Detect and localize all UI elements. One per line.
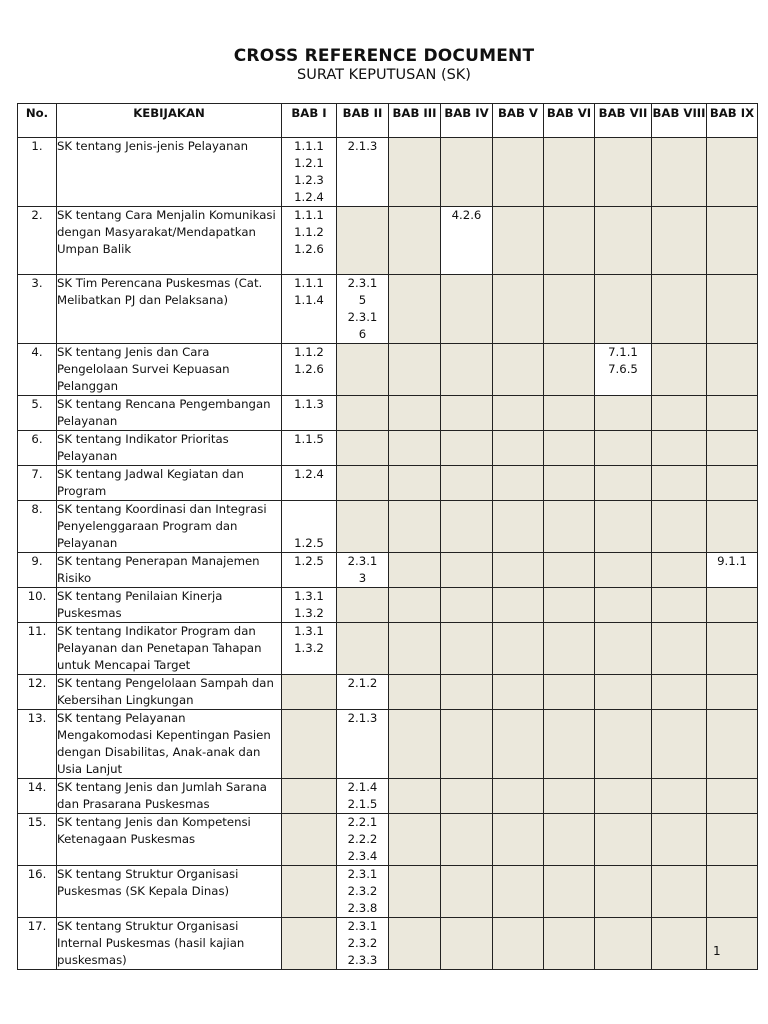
bab-v-cell bbox=[493, 501, 544, 553]
bab-vii-cell bbox=[595, 431, 652, 466]
bab-vii-cell bbox=[595, 466, 652, 501]
bab-viii-cell bbox=[652, 675, 707, 710]
row-number: 14. bbox=[18, 779, 57, 814]
bab-v-cell bbox=[493, 588, 544, 623]
header-bab-iv: BAB IV bbox=[441, 104, 493, 138]
bab-v-cell bbox=[493, 866, 544, 918]
bab-ix-cell bbox=[707, 466, 758, 501]
bab-v-cell bbox=[493, 138, 544, 207]
table-row bbox=[18, 710, 758, 779]
bab-vii-cell bbox=[595, 588, 652, 623]
kebijakan-cell: SK tentang Indikator Prioritas Pelayanan bbox=[57, 431, 282, 466]
bab-v-cell bbox=[493, 396, 544, 431]
kebijakan-cell: SK tentang Jadwal Kegiatan dan Program bbox=[57, 466, 282, 501]
bab-v-cell bbox=[493, 779, 544, 814]
bab-v-cell bbox=[493, 918, 544, 970]
bab-ix-cell bbox=[707, 866, 758, 918]
bab-ix-cell bbox=[707, 588, 758, 623]
kebijakan-cell: SK tentang Pelayanan Mengakomodasi Kepentingan Pasien dengan Disabilitas, Anak-anak dan Usia Lanjut bbox=[57, 710, 282, 779]
kebijakan-cell: SK tentang Indikator Program dan Pelayanan dan Penetapan Tahapan untuk Mencapai Target bbox=[57, 623, 282, 675]
bab-ii-cell bbox=[337, 588, 389, 623]
kebijakan-cell: SK tentang Penerapan Manajemen Risiko bbox=[57, 553, 282, 588]
bab-iii-cell bbox=[389, 553, 441, 588]
bab-i-cell: 1.1.1 1.1.2 1.2.6 bbox=[282, 207, 337, 275]
bab-ix-cell bbox=[707, 396, 758, 431]
table-row bbox=[18, 553, 758, 588]
bab-i-cell bbox=[282, 866, 337, 918]
bab-iv-cell bbox=[441, 466, 493, 501]
bab-vii-cell bbox=[595, 779, 652, 814]
bab-iv-cell bbox=[441, 275, 493, 344]
bab-ii-cell: 2.3.1 3 bbox=[337, 553, 389, 588]
bab-viii-cell bbox=[652, 501, 707, 553]
bab-vii-cell bbox=[595, 396, 652, 431]
bab-ix-cell bbox=[707, 207, 758, 275]
kebijakan-cell: SK tentang Struktur Organisasi Internal Puskesmas (hasil kajian puskesmas) bbox=[57, 918, 282, 970]
header-bab-i: BAB I bbox=[282, 104, 337, 138]
page-number: 1 bbox=[713, 944, 721, 958]
bab-vii-cell bbox=[595, 675, 652, 710]
document-title: CROSS REFERENCE DOCUMENT bbox=[233, 46, 535, 66]
bab-iv-cell bbox=[441, 866, 493, 918]
row-number: 6. bbox=[18, 431, 57, 466]
header-bab-v: BAB V bbox=[493, 104, 544, 138]
bab-iii-cell bbox=[389, 623, 441, 675]
kebijakan-cell: SK tentang Jenis dan Cara Pengelolaan Survei Kepuasan Pelanggan bbox=[57, 344, 282, 396]
bab-iii-cell bbox=[389, 866, 441, 918]
row-number: 1. bbox=[18, 138, 57, 207]
bab-v-cell bbox=[493, 814, 544, 866]
bab-vi-cell bbox=[544, 553, 595, 588]
row-number: 3. bbox=[18, 275, 57, 344]
bab-i-cell: 1.1.1 1.2.1 1.2.3 1.2.4 bbox=[282, 138, 337, 207]
bab-vi-cell bbox=[544, 501, 595, 553]
bab-vi-cell bbox=[544, 866, 595, 918]
table-row bbox=[18, 431, 758, 466]
table-row bbox=[18, 138, 758, 207]
bab-vi-cell bbox=[544, 814, 595, 866]
bab-vii-cell bbox=[595, 501, 652, 553]
bab-v-cell bbox=[493, 207, 544, 275]
bab-vi-cell bbox=[544, 138, 595, 207]
header-kebijakan: KEBIJAKAN bbox=[57, 104, 282, 138]
kebijakan-cell: SK tentang Jenis dan Kompetensi Ketenagaan Puskesmas bbox=[57, 814, 282, 866]
bab-ii-cell: 2.3.1 2.3.2 2.3.8 bbox=[337, 866, 389, 918]
bab-iv-cell bbox=[441, 814, 493, 866]
bab-iii-cell bbox=[389, 779, 441, 814]
row-number: 12. bbox=[18, 675, 57, 710]
bab-i-cell: 1.1.5 bbox=[282, 431, 337, 466]
bab-vii-cell bbox=[595, 814, 652, 866]
header-bab-iii: BAB III bbox=[389, 104, 441, 138]
bab-vi-cell bbox=[544, 275, 595, 344]
bab-iii-cell bbox=[389, 710, 441, 779]
bab-vii-cell bbox=[595, 866, 652, 918]
bab-i-cell: 1.2.5 bbox=[282, 553, 337, 588]
bab-viii-cell bbox=[652, 588, 707, 623]
bab-ix-cell bbox=[707, 675, 758, 710]
bab-ix-cell bbox=[707, 138, 758, 207]
table-row bbox=[18, 918, 758, 970]
bab-vi-cell bbox=[544, 466, 595, 501]
table-row bbox=[18, 814, 758, 866]
bab-vii-cell bbox=[595, 275, 652, 344]
row-number: 13. bbox=[18, 710, 57, 779]
table-body bbox=[18, 138, 758, 970]
kebijakan-cell: SK tentang Penilaian Kinerja Puskesmas bbox=[57, 588, 282, 623]
bab-i-cell: 1.3.1 1.3.2 bbox=[282, 588, 337, 623]
table-row bbox=[18, 779, 758, 814]
bab-vii-cell bbox=[595, 623, 652, 675]
table-row bbox=[18, 675, 758, 710]
bab-iv-cell bbox=[441, 710, 493, 779]
bab-vii-cell bbox=[595, 138, 652, 207]
bab-i-cell bbox=[282, 918, 337, 970]
bab-iii-cell bbox=[389, 675, 441, 710]
header-bab-vi: BAB VI bbox=[544, 104, 595, 138]
header-no: No. bbox=[18, 104, 57, 138]
bab-iii-cell bbox=[389, 814, 441, 866]
bab-i-cell bbox=[282, 814, 337, 866]
bab-iv-cell bbox=[441, 396, 493, 431]
row-number: 16. bbox=[18, 866, 57, 918]
bab-iii-cell bbox=[389, 466, 441, 501]
bab-vi-cell bbox=[544, 207, 595, 275]
bab-viii-cell bbox=[652, 866, 707, 918]
bab-i-cell: 1.3.1 1.3.2 bbox=[282, 623, 337, 675]
header-bab-vii: BAB VII bbox=[595, 104, 652, 138]
bab-ii-cell bbox=[337, 207, 389, 275]
bab-ix-cell bbox=[707, 501, 758, 553]
bab-ii-cell: 2.1.3 bbox=[337, 138, 389, 207]
bab-iii-cell bbox=[389, 396, 441, 431]
table-row bbox=[18, 866, 758, 918]
bab-v-cell bbox=[493, 344, 544, 396]
table-row bbox=[18, 466, 758, 501]
bab-iii-cell bbox=[389, 588, 441, 623]
bab-viii-cell bbox=[652, 344, 707, 396]
table-row bbox=[18, 623, 758, 675]
bab-viii-cell bbox=[652, 814, 707, 866]
bab-vii-cell bbox=[595, 207, 652, 275]
row-number: 5. bbox=[18, 396, 57, 431]
bab-iii-cell bbox=[389, 207, 441, 275]
document-subtitle: SURAT KEPUTUSAN (SK) bbox=[297, 67, 471, 83]
bab-ii-cell bbox=[337, 623, 389, 675]
bab-i-cell bbox=[282, 779, 337, 814]
bab-viii-cell bbox=[652, 138, 707, 207]
bab-iv-cell bbox=[441, 553, 493, 588]
bab-ix-cell bbox=[707, 623, 758, 675]
bab-i-cell: 1.2.4 bbox=[282, 466, 337, 501]
row-number: 2. bbox=[18, 207, 57, 275]
bab-vii-cell bbox=[595, 710, 652, 779]
bab-v-cell bbox=[493, 466, 544, 501]
bab-ix-cell bbox=[707, 779, 758, 814]
table-row bbox=[18, 588, 758, 623]
bab-iv-cell bbox=[441, 779, 493, 814]
bab-viii-cell bbox=[652, 431, 707, 466]
bab-vi-cell bbox=[544, 710, 595, 779]
bab-iii-cell bbox=[389, 501, 441, 553]
bab-v-cell bbox=[493, 431, 544, 466]
bab-i-cell: 1.1.2 1.2.6 bbox=[282, 344, 337, 396]
bab-v-cell bbox=[493, 710, 544, 779]
bab-iv-cell bbox=[441, 431, 493, 466]
bab-i-cell bbox=[282, 710, 337, 779]
bab-ii-cell: 2.3.1 2.3.2 2.3.3 bbox=[337, 918, 389, 970]
bab-vii-cell bbox=[595, 918, 652, 970]
kebijakan-cell: SK tentang Pengelolaan Sampah dan Kebersihan Lingkungan bbox=[57, 675, 282, 710]
bab-i-cell: 1.2.5 bbox=[282, 501, 337, 553]
bab-vi-cell bbox=[544, 675, 595, 710]
table-row bbox=[18, 344, 758, 396]
bab-vii-cell bbox=[595, 553, 652, 588]
row-number: 11. bbox=[18, 623, 57, 675]
bab-vi-cell bbox=[544, 779, 595, 814]
row-number: 10. bbox=[18, 588, 57, 623]
bab-iv-cell bbox=[441, 344, 493, 396]
bab-ix-cell bbox=[707, 431, 758, 466]
bab-ii-cell bbox=[337, 466, 389, 501]
bab-ii-cell bbox=[337, 344, 389, 396]
bab-i-cell: 1.1.1 1.1.4 bbox=[282, 275, 337, 344]
bab-viii-cell bbox=[652, 207, 707, 275]
cross-reference-table bbox=[17, 103, 758, 970]
bab-vi-cell bbox=[544, 918, 595, 970]
bab-vii-cell: 7.1.1 7.6.5 bbox=[595, 344, 652, 396]
bab-i-cell: 1.1.3 bbox=[282, 396, 337, 431]
table-row bbox=[18, 501, 758, 553]
bab-i-cell bbox=[282, 675, 337, 710]
bab-ix-cell bbox=[707, 275, 758, 344]
kebijakan-cell: SK tentang Struktur Organisasi Puskesmas (SK Kepala Dinas) bbox=[57, 866, 282, 918]
kebijakan-cell: SK tentang Jenis dan Jumlah Sarana dan Prasarana Puskesmas bbox=[57, 779, 282, 814]
table-header-row bbox=[18, 104, 758, 138]
bab-iv-cell: 4.2.6 bbox=[441, 207, 493, 275]
row-number: 9. bbox=[18, 553, 57, 588]
bab-ix-cell bbox=[707, 344, 758, 396]
kebijakan-cell: SK tentang Jenis-jenis Pelayanan bbox=[57, 138, 282, 207]
bab-v-cell bbox=[493, 675, 544, 710]
kebijakan-cell: SK tentang Koordinasi dan Integrasi Penyelenggaraan Program dan Pelayanan bbox=[57, 501, 282, 553]
bab-ix-cell bbox=[707, 814, 758, 866]
row-number: 15. bbox=[18, 814, 57, 866]
bab-vi-cell bbox=[544, 344, 595, 396]
bab-viii-cell bbox=[652, 466, 707, 501]
bab-vi-cell bbox=[544, 396, 595, 431]
bab-iii-cell bbox=[389, 918, 441, 970]
bab-vi-cell bbox=[544, 588, 595, 623]
bab-iii-cell bbox=[389, 344, 441, 396]
bab-ii-cell: 2.3.1 5 2.3.1 6 bbox=[337, 275, 389, 344]
bab-iv-cell bbox=[441, 138, 493, 207]
bab-ii-cell bbox=[337, 501, 389, 553]
bab-ix-cell bbox=[707, 710, 758, 779]
table-row bbox=[18, 275, 758, 344]
table-row bbox=[18, 396, 758, 431]
bab-iii-cell bbox=[389, 138, 441, 207]
row-number: 17. bbox=[18, 918, 57, 970]
row-number: 4. bbox=[18, 344, 57, 396]
bab-v-cell bbox=[493, 275, 544, 344]
bab-v-cell bbox=[493, 553, 544, 588]
header-bab-ix: BAB IX bbox=[707, 104, 758, 138]
bab-vi-cell bbox=[544, 431, 595, 466]
bab-ii-cell: 2.1.2 bbox=[337, 675, 389, 710]
bab-ii-cell bbox=[337, 396, 389, 431]
bab-viii-cell bbox=[652, 623, 707, 675]
header-bab-ii: BAB II bbox=[337, 104, 389, 138]
bab-iv-cell bbox=[441, 918, 493, 970]
bab-ix-cell: 9.1.1 bbox=[707, 553, 758, 588]
bab-ii-cell bbox=[337, 431, 389, 466]
kebijakan-cell: SK Tim Perencana Puskesmas (Cat. Melibatkan PJ dan Pelaksana) bbox=[57, 275, 282, 344]
kebijakan-cell: SK tentang Rencana Pengembangan Pelayanan bbox=[57, 396, 282, 431]
bab-v-cell bbox=[493, 623, 544, 675]
table-row bbox=[18, 207, 758, 275]
kebijakan-cell: SK tentang Cara Menjalin Komunikasi dengan Masyarakat/Mendapatkan Umpan Balik bbox=[57, 207, 282, 275]
bab-viii-cell bbox=[652, 275, 707, 344]
header-bab-viii: BAB VIII bbox=[652, 104, 707, 138]
bab-viii-cell bbox=[652, 918, 707, 970]
bab-iii-cell bbox=[389, 431, 441, 466]
bab-viii-cell bbox=[652, 396, 707, 431]
bab-viii-cell bbox=[652, 710, 707, 779]
bab-viii-cell bbox=[652, 553, 707, 588]
bab-vi-cell bbox=[544, 623, 595, 675]
bab-iv-cell bbox=[441, 623, 493, 675]
bab-ii-cell: 2.2.1 2.2.2 2.3.4 bbox=[337, 814, 389, 866]
bab-ii-cell: 2.1.3 bbox=[337, 710, 389, 779]
bab-iii-cell bbox=[389, 275, 441, 344]
bab-iv-cell bbox=[441, 675, 493, 710]
bab-ii-cell: 2.1.4 2.1.5 bbox=[337, 779, 389, 814]
bab-viii-cell bbox=[652, 779, 707, 814]
row-number: 8. bbox=[18, 501, 57, 553]
bab-iv-cell bbox=[441, 588, 493, 623]
row-number: 7. bbox=[18, 466, 57, 501]
bab-iv-cell bbox=[441, 501, 493, 553]
